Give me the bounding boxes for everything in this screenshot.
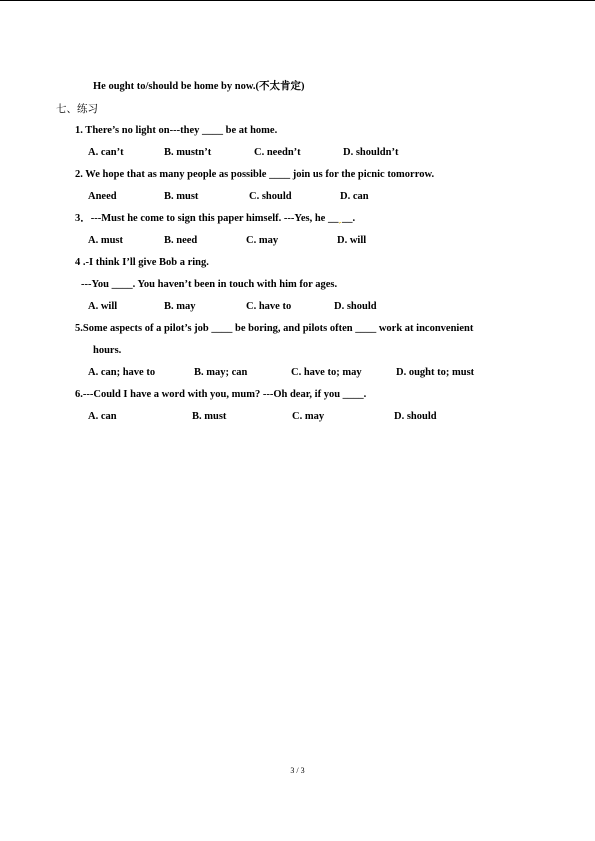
question-6-option-b: B. must [192, 411, 227, 422]
question-3-option-b: B. need [164, 235, 198, 246]
question-4-stem: 4 .-I think I’ll give Bob a ring. [75, 257, 209, 268]
question-4-option-a: A. will [88, 301, 118, 312]
question-3-stem [75, 212, 355, 226]
question-6-option-a: A. can [88, 411, 117, 422]
question-1-option-c: C. needn’t [254, 147, 301, 158]
question-3-option-c: C. may [246, 235, 279, 246]
question-5-option-c: C. have to; may [291, 367, 362, 378]
question-2-option-a: Aneed [88, 191, 117, 202]
question-1-option-b: B. mustn’t [164, 147, 212, 158]
question-4-option-b: B. may [164, 301, 196, 312]
question-3-stem-end: __. [341, 213, 356, 224]
question-1-option-a: A. can’t [88, 147, 124, 158]
question-1-option-d: D. shouldn’t [343, 147, 399, 158]
question-2-stem: 2. We hope that as many people as possible ____ join us for the picnic tomorrow. [75, 169, 435, 180]
question-3-option-d: D. will [337, 235, 367, 246]
question-4-option-d: D. should [334, 301, 377, 312]
question-5-option-d: D. ought to; must [396, 367, 475, 378]
question-2-option-b: B. must [164, 191, 199, 202]
question-3-mark: ˏ [338, 213, 342, 224]
question-3-stem-text: 3．---Must he come to sign this paper himself. ---Yes, he __ [75, 213, 339, 224]
question-6-stem: 6.---Could I have a word with you, mum? ---Oh dear, if you ____. [75, 389, 367, 400]
page-number: 3 / 3 [290, 766, 305, 775]
question-6-option-c: C. may [292, 411, 325, 422]
page-top-border [0, 0, 595, 1]
question-6-option-d: D. should [394, 411, 437, 422]
question-2-option-c: C. should [249, 191, 292, 202]
question-5-option-a: A. can; have to [88, 367, 156, 378]
question-2-option-d: D. can [340, 191, 369, 202]
question-4-stem-line-2: ---You ____. You haven’t been in touch with him for ages. [81, 279, 338, 290]
section-heading: 七、练习 [56, 103, 98, 115]
question-3-option-a: A. must [88, 235, 124, 246]
question-4-option-c: C. have to [246, 301, 292, 312]
intro-line: He ought to/should be home by now.(不太肯定) [93, 81, 305, 92]
question-5-option-b: B. may; can [194, 367, 248, 378]
question-5-stem: 5.Some aspects of a pilot’s job ____ be boring, and pilots often ____ work at inconvenient [75, 323, 474, 334]
question-1-stem: 1. There’s no light on---they ____ be at home. [75, 125, 278, 136]
question-5-stem-line-2: hours. [93, 345, 122, 356]
